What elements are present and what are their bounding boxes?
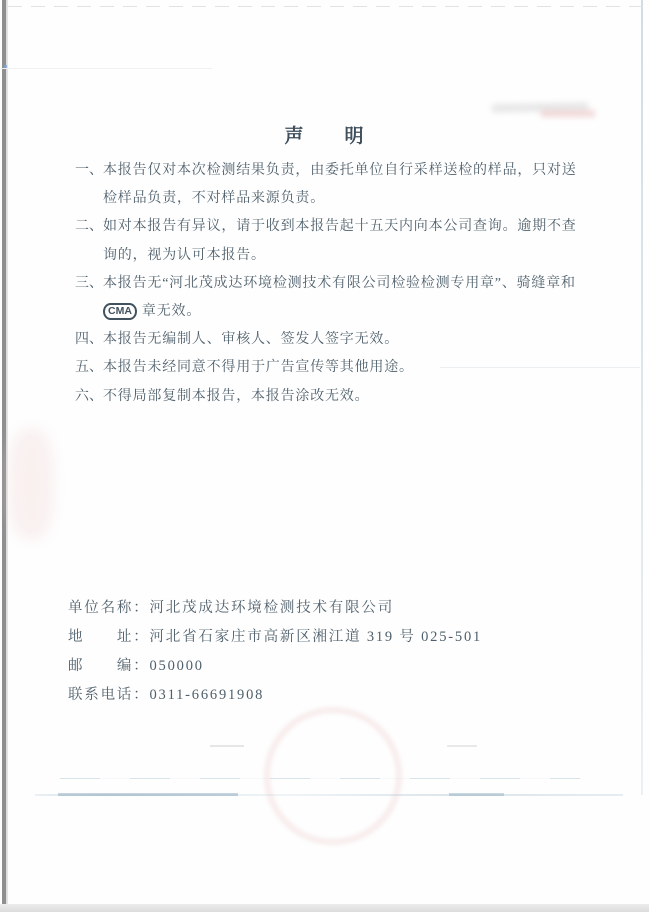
contact-value: 河北茂成达环境检测技术有限公司 (149, 600, 394, 616)
scan-smudge-line-dark (58, 793, 238, 796)
contact-value: 河北省石家庄市高新区湘江道 319 号 025-501 (149, 629, 483, 645)
scan-artifact-faint-line (0, 68, 212, 69)
statement-number: 二、 (75, 219, 103, 235)
statement-number: 六、 (75, 388, 103, 404)
statement-number: 三、 (75, 275, 103, 291)
statement-item (75, 383, 577, 411)
contact-value: 0311-66691908 (149, 687, 265, 703)
statement-text: 本报告仅对本次检测结果负责，由委托单位自行采样送检的样品，只对送检样品负责，不对样品来源负责。 (103, 163, 577, 207)
contact-row-address (68, 623, 482, 652)
statement-item (75, 326, 577, 354)
contact-value: 050000 (149, 658, 204, 674)
contact-row-company-name (68, 594, 482, 623)
scan-artifact-blue-speck (4, 65, 7, 68)
scan-smudge-line (60, 778, 580, 779)
statement-number: 五、 (75, 360, 103, 376)
cma-mark-icon: CMA (103, 303, 137, 320)
page-title: 声 明 (284, 126, 365, 147)
statement-text: 本报告未经同意不得用于广告宣传等其他用途。 (103, 360, 414, 376)
statement-list (75, 157, 577, 411)
scan-edge-bottom (0, 904, 649, 912)
contact-block (68, 594, 482, 710)
contact-label: 地 址： (68, 629, 150, 645)
statement-text-after: 章无效。 (141, 304, 202, 320)
statement-number: 一、 (75, 163, 103, 178)
scan-artifact-top-line (8, 6, 647, 7)
statement-item (75, 213, 577, 269)
scan-artifact-dash (447, 745, 477, 747)
statement-item (75, 270, 577, 326)
scan-artifact-dash (210, 745, 244, 747)
contact-row-phone (68, 681, 482, 710)
statement-number: 四、 (75, 332, 103, 348)
scan-edge-right (641, 0, 643, 795)
contact-row-postal-code (68, 652, 482, 681)
stamp-bleedthrough-circle (264, 707, 402, 845)
contact-label: 邮 编： (68, 658, 150, 674)
scan-smudge-line-dark (449, 793, 504, 796)
statement-text-before: 本报告无“河北茂成达环境检测技术有限公司检验检测专用章”、骑缝章和 (103, 275, 576, 291)
statement-text: 如对本报告有异议，请于收到本报告起十五天内向本公司查询。逾期不查询的，视为认可本报告。 (103, 219, 577, 263)
contact-label: 联系电话： (68, 687, 150, 703)
statement-item (75, 157, 577, 213)
statement-text: 本报告无编制人、审核人、签发人签字无效。 (103, 332, 399, 348)
contact-label: 单位名称： (68, 600, 150, 616)
stamp-bleed-left (8, 428, 54, 540)
statement-text (103, 270, 577, 326)
statement-text: 不得局部复制本报告，本报告涂改无效。 (103, 388, 370, 404)
statement-item (75, 354, 577, 382)
scan-smudge-pink (541, 110, 595, 117)
